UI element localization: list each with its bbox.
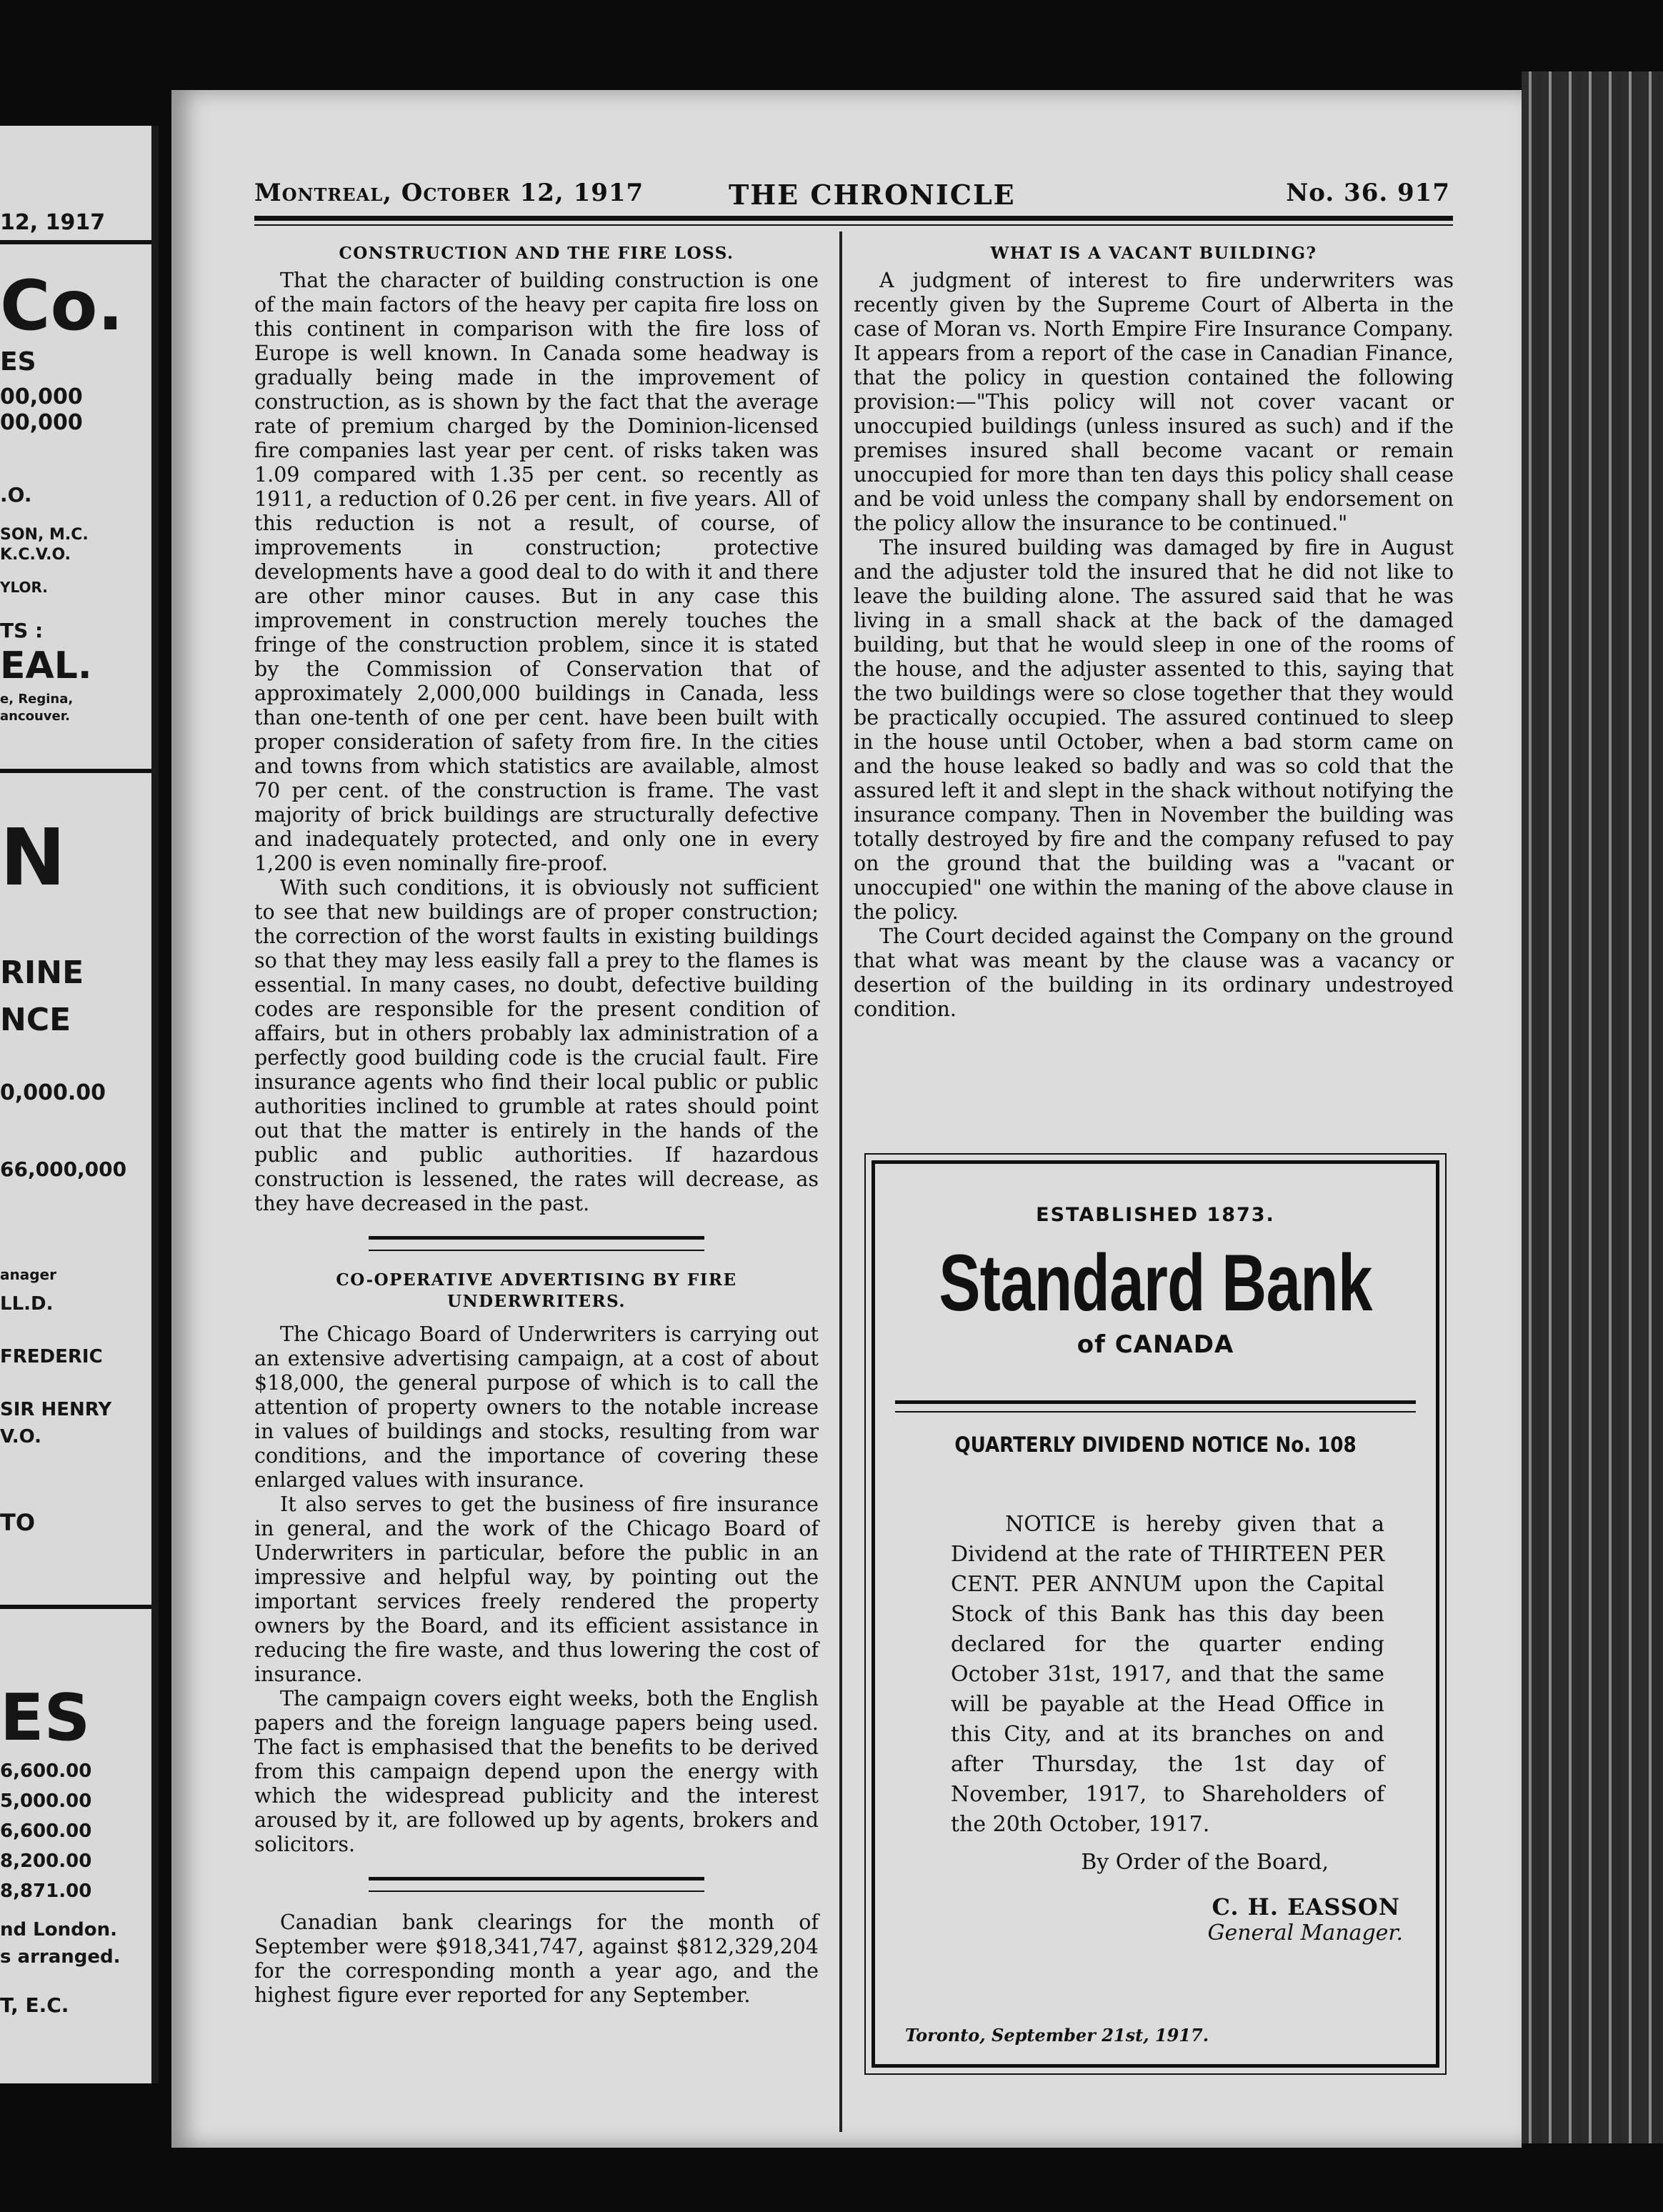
left-page-line: 0,000.00 xyxy=(0,1080,106,1105)
left-page-line: LL.D. xyxy=(0,1293,54,1315)
left-page-date: 12, 1917 xyxy=(0,210,106,235)
left-page-line: 6,600.00 xyxy=(0,1820,92,1842)
left-page-line: SIR HENRY xyxy=(0,1399,112,1420)
left-page-line: TS : xyxy=(0,619,44,642)
newspaper-page xyxy=(171,90,1522,2148)
ad-by-order: By Order of the Board, xyxy=(1081,1850,1329,1875)
left-page-line: FREDERIC xyxy=(0,1346,103,1367)
standard-bank-advertisement xyxy=(872,1160,1439,2068)
ad-established: ESTABLISHED 1873. xyxy=(1036,1204,1275,1226)
left-page-line: TO xyxy=(0,1509,36,1536)
article-heading-vacant-building: WHAT IS A VACANT BUILDING? xyxy=(990,244,1317,263)
left-page-line: ES xyxy=(0,1680,91,1755)
left-page-line: anager xyxy=(0,1266,56,1283)
article-paragraph: That the character of building construction is one of the main factors of the heavy per capita fire loss on this continent in comparison with the fire loss of Europe is well known. In Canada some headway is gradually being made in the improvement of construction, as is shown by the fact that the average rate of premium charged by the Dominion-licensed fire companies last year per cent. of risks taken was 1.09 compared with 1.35 per cent. so recently as 1911, a reduction of 0.26 per cent. in five years. All of this reduction is not a result, of course, of improvements in construction; protective developments have a good deal to do with it and there are other minor causes. But in any case this improvement in construction merely touches the fringe of the construction problem, since it is stated by the Commission of Conservation that of approximately 2,000,000 buildings in Canada, less than one-tenth of one per cent. have been built with proper consideration of safety from fire. In the cities and towns from which statistics are available, almost 70 per cent. of the construction is frame. The vast majority of brick buildings are structurally defective and inadequately protected, and only one in every 1,200 is even nominally fire-proof. xyxy=(254,269,819,875)
left-page-line: 00,000 xyxy=(0,384,83,409)
column-divider xyxy=(839,231,842,2132)
right-column xyxy=(854,243,1454,1022)
ad-dateline: Toronto, September 21st, 1917. xyxy=(905,2025,1209,2046)
article-paragraph: The Court decided against the Company on the ground that what was meant by the clause was a vacancy or desertion of the building in its ordinary undestroyed condition. xyxy=(854,925,1454,1021)
left-page-line: e, Regina, xyxy=(0,692,74,707)
running-head-page-number: No. 36. 917 xyxy=(1286,179,1450,207)
header-rule-thin xyxy=(254,224,1453,226)
left-page-line: 8,200.00 xyxy=(0,1850,92,1872)
article-paragraph: With such conditions, it is obviously not sufficient to see that new buildings are of proper construction; the correction of the worst faults in existing buildings so that they may less easily fall a prey to the flames is essential. In many cases, no doubt, defective building codes are responsible for the present condition of affairs, but in others probably lax administration of a perfectly good building code is the crucial fault. Fire insurance agents who find their local public or public authorities inclined to grumble at rates should point out that the matter is entirely in the hands of the public and public authorities. If hazardous construction is lessened, the rates will decrease, as they have decreased in the past. xyxy=(254,876,819,1215)
adjacent-page-fragment xyxy=(0,126,159,2083)
left-page-line: 66,000,000 xyxy=(0,1157,127,1181)
left-page-line: N xyxy=(0,812,66,903)
left-page-line: Co. xyxy=(0,266,124,346)
left-page-line: SON, M.C. xyxy=(0,526,89,544)
left-page-line: T, E.C. xyxy=(0,1993,69,2017)
left-page-line: ancouver. xyxy=(0,709,70,724)
left-page-line: EAL. xyxy=(0,644,92,687)
left-page-line: 5,000.00 xyxy=(0,1790,92,1812)
left-page-line: YLOR. xyxy=(0,579,48,596)
left-page-line: ES xyxy=(0,347,36,377)
article-heading-fire-loss: CONSTRUCTION AND THE FIRE LOSS. xyxy=(339,244,734,263)
article-paragraph: The Chicago Board of Underwriters is carrying out an extensive advertising campaign, at a cost of about $18,000, the general purpose of which is to call the attention of property owners to the notable increase in values of buildings and stocks, resulting from war conditions, and the importance of covering these enlarged values with insurance. xyxy=(254,1322,819,1492)
article-heading-advertising: CO-OPERATIVE ADVERTISING BY FIRE UNDERWRITERS. xyxy=(336,1270,737,1311)
left-page-line: 6,600.00 xyxy=(0,1760,92,1782)
book-binding-edge xyxy=(1522,71,1663,2143)
ad-notice-body: NOTICE is hereby given that a Dividend at the rate of THIRTEEN PER CENT. PER ANNUM upon the Capital Stock of this Bank has this day been declared for the quarter ending October 31st, 1917, and that the same will be payable at the Head Office in this City, and at its branches on and after Thursday, the 1st day of November, 1917, to Shareholders of the 20th October, 1917. xyxy=(951,1512,1384,1837)
left-page-line: K.C.V.O. xyxy=(0,546,71,564)
ad-bank-subtitle: of CANADA xyxy=(1077,1330,1234,1359)
header-rule xyxy=(254,216,1453,221)
ad-bank-name: Standard Bank xyxy=(939,1238,1372,1327)
section-rule xyxy=(369,1877,704,1892)
ad-signer-title: General Manager. xyxy=(1207,1920,1403,1946)
clearings-note: Canadian bank clearings for the month of September were $918,341,747, against $812,329,204 for the corresponding month a year ago, and the highest figure ever reported for any September. xyxy=(254,1910,819,2007)
article-paragraph: It also serves to get the business of fire insurance in general, and the work of the Chicago Board of Underwriters in particular, before the public in an impressive and helpful way, by pointing out the important services freely rendered the property owners by the Board, and its efficient assistance in reducing the fire waste, and thus lowering the cost of insurance. xyxy=(254,1493,819,1686)
ad-rule xyxy=(895,1400,1416,1413)
left-page-line: .O. xyxy=(0,483,32,507)
left-page-line: V.O. xyxy=(0,1426,42,1448)
section-rule xyxy=(369,1236,704,1251)
left-page-line: 8,871.00 xyxy=(0,1880,92,1902)
left-page-line: 00,000 xyxy=(0,410,83,435)
running-head-title: THE CHRONICLE xyxy=(729,179,1016,211)
left-page-line: RINE xyxy=(0,955,84,991)
article-paragraph: The campaign covers eight weeks, both the English papers and the foreign language papers being used. The fact is emphasised that the benefits to be derived from this campaign depend upon the energy with which the widespread publicity and the interest aroused by it, are followed up by agents, brokers and solicitors. xyxy=(254,1687,819,1856)
left-page-line: nd London. xyxy=(0,1919,117,1941)
left-column xyxy=(254,243,819,2008)
left-page-line: NCE xyxy=(0,1002,71,1038)
running-head-date: Montreal, October 12, 1917 xyxy=(254,179,644,207)
article-paragraph: The insured building was damaged by fire in August and the adjuster told the insured that he did not like to leave the building alone. The assured said that he was living in a small shack at the back of the damaged building, but that he would sleep in one of the rooms of the house, and the adjuster assented to this, saying that the two buildings were so close together that they would be practically occupied. The assured continued to sleep in the house until October, when a bad storm came on and the house leaked so badly and was so cold that the assured left it and slept in the shack without notifying the insurance company. Then in November the building was totally destroyed by fire and the company refused to pay on the ground that the building was a "vacant or unoccupied" one within the maning of the above clause in the policy. xyxy=(854,536,1454,924)
ad-notice-title: QUARTERLY DIVIDEND NOTICE No. 108 xyxy=(954,1433,1357,1457)
left-page-line: s arranged. xyxy=(0,1946,121,1968)
ad-signer: C. H. EASSON xyxy=(1212,1893,1400,1920)
article-paragraph: A judgment of interest to fire underwriters was recently given by the Supreme Court of Alberta in the case of Moran vs. North Empire Fire Insurance Company. It appears from a report of the case in Canadian Finance, that the policy in question contained the following provision:—"This policy will not cover vacant or unoccupied buildings (unless insured as such) and if the premises insured shall become vacant or remain unoccupied for more than ten days this policy shall cease and be void unless the company shall by endorsement on the policy allow the insurance to be continued." xyxy=(854,269,1454,535)
